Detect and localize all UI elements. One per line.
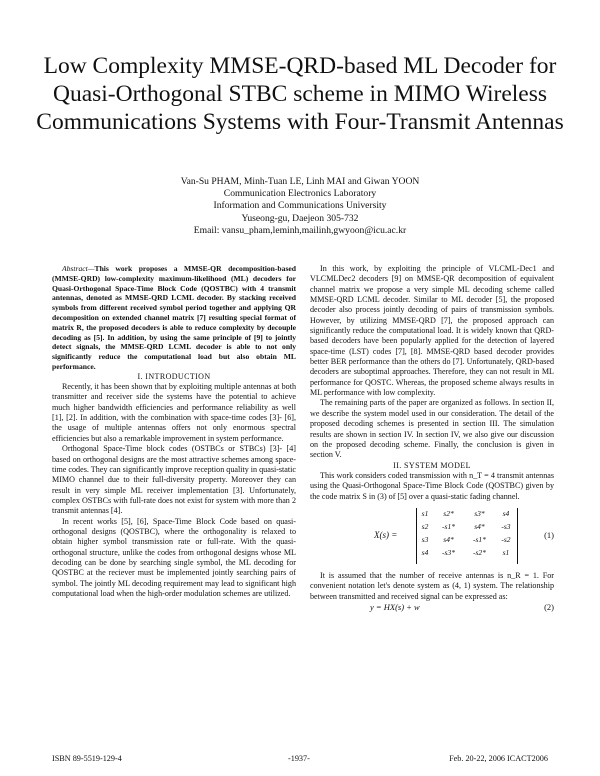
abstract-text: This work proposes a MMSE-QR decomposition-based (MMSE-QRD) low-complexity maximum-likelihood (ML) decoders for Quasi-Orthogonal Space-Time Block Code (QOSTBC) with 4 transmit antennas, denoted as MMSE-QRD LCML decoder. By stacking received symbols from different received symbol period together and applying QR decomposition on extended channel matrix [7] resulting special format of matrix R, the proposed decoders is able to reduce complexity by decouple decoding as [5]. In addition, by using the same principle of [9] to jointly detect signals, the MMSE-QRD LCML decoder is able to not only significantly reduce the computational load but also obtain ML performance. bbox=[52, 264, 296, 371]
affiliation-lab: Communication Electronics Laboratory bbox=[223, 188, 377, 200]
equation-2-number: (2) bbox=[544, 601, 554, 612]
intro-paragraph: Orthogonal Space-Time block codes (OSTBCs or STBCs) [3]- [4] based on orthogonal designs are the most attractive schemes among space-time codes. They can significantly improve reception quality in quasi-static MIMO channel due to their full-diversity property. Moreover they can result in very simple ML receiver implementation [3]. Unfortunately, complex OSTBCs with full-rate does not exist for system with more than 2 transmit antennas [4]. bbox=[52, 444, 296, 516]
matrix-row bbox=[417, 521, 517, 534]
right-column bbox=[310, 264, 554, 616]
matrix-cell: s3* bbox=[474, 509, 485, 519]
equation-2-expression: y = HX(s) + w bbox=[370, 601, 420, 612]
left-column bbox=[52, 264, 296, 599]
matrix-cell: -s1* bbox=[442, 522, 455, 532]
matrix-cell: s2 bbox=[421, 522, 429, 532]
body-paragraph: It is assumed that the number of receive antennas is n_R = 1. For convenient notation let's denote system as (4, 1) system. The relationship between transmitted and received signal can be expressed as: bbox=[310, 570, 554, 601]
code-matrix bbox=[416, 508, 518, 564]
matrix-cell: s4* bbox=[474, 522, 485, 532]
section-heading-system-model: II. SYSTEM MODEL bbox=[393, 460, 471, 470]
footer-page-number: -1937- bbox=[288, 754, 310, 763]
matrix-row bbox=[417, 547, 517, 560]
abstract bbox=[52, 264, 296, 372]
system-paragraph: This work considers coded transmission with n_T = 4 transmit antennas using the Quasi-Orthogonal Space-Time Block Code (QOSTBC) given by the code matrix S in (3) of [5] over a quasi-static fading channel. bbox=[310, 470, 554, 501]
section-heading-introduction: I. INTRODUCTION bbox=[137, 371, 211, 381]
intro-paragraph: Recently, it has been shown that by exploiting multiple antennas at both transmitter and receiver side the systems have the potential to achieve much higher bandwidth efficiencies and performance reliability as well [1], [2]. In addition, with the combination with space-time codes [3]- [6], the usage of multiple antennas offers not only enormous spectral efficiencies but also a remarkable improvement in system performance. bbox=[52, 382, 296, 443]
author-names: Van-Su PHAM, Minh-Tuan LE, Linh MAI and Giwan YOON bbox=[180, 176, 420, 187]
matrix-cell: -s3* bbox=[442, 548, 455, 558]
equation-1-number: (1) bbox=[544, 529, 554, 540]
matrix-cell: -s3 bbox=[501, 522, 511, 532]
footer-conference-date: Feb. 20-22, 2006 ICACT2006 bbox=[449, 754, 548, 763]
equation-2 bbox=[310, 602, 554, 616]
matrix-cell: s3 bbox=[421, 535, 429, 545]
author-email: Email: vansu_pham,leminh,mailinh,gwyoon@icu.ac.kr bbox=[193, 224, 407, 236]
matrix-cell: s4* bbox=[443, 535, 454, 545]
matrix-cell: -s2* bbox=[473, 548, 486, 558]
footer-isbn: ISBN 89-5519-129-4 bbox=[52, 754, 122, 763]
matrix-row bbox=[417, 534, 517, 547]
paper-title: Low Complexity MMSE-QRD-based ML Decoder for Quasi-Orthogonal STBC scheme in MIMO Wireless Communications Systems with Four-Transmit Antennas bbox=[36, 53, 564, 135]
affiliation-address: Yuseong-gu, Daejeon 305-732 bbox=[241, 212, 359, 224]
equation-1 bbox=[310, 506, 554, 568]
matrix-cell: -s2 bbox=[501, 535, 511, 545]
intro-paragraph: In recent works [5], [6], Space-Time Block Code based on quasi-orthogonal designs (QOSTBC), where the orthogonality is relaxed to obtain higher symbol transmission rate or full-rate. With the quasi-orthogonal structure, unlike the codes from orthogonal designs whose ML decoding can be done by searching single symbol, the ML decoding for QOSTBC at the reciever must be implemented jointly searching pairs of symbol. The jointly ML decoding requirement may lead to significant high computational load when the high-order modulation schemes are utilized. bbox=[52, 516, 296, 598]
matrix-cell: s4 bbox=[502, 509, 510, 519]
matrix-cell: s4 bbox=[421, 548, 429, 558]
abstract-label: Abstract— bbox=[62, 264, 95, 273]
equation-1-lhs: X(s) = bbox=[374, 529, 398, 540]
matrix-cell: s1 bbox=[421, 509, 429, 519]
matrix-cell: s2* bbox=[443, 509, 454, 519]
body-paragraph: In this work, by exploiting the principle of VLCML-Dec1 and VLCMLDec2 decoders [9] on MMSE-QR decomposition of equivalent channel matrix we propose a very simple ML decoding scheme called MMSE-QRD LCML decoder. Similar to ML decoder [5], the proposed decoder also process jointly decoding of pairs of transmission symbols. However, by utilizing MMSE-QRD [7], the proposed approach can significantly reduce the computational load. It is widely known that QRD-based decoders have been popularly applied for the detection of layered space-time (LST) codes [7], [8]. MMSE-QRD based decoder provides better BER performance than the others do [7]. Unfortunately, QRD-based decoders are suboptimal approaches. Therefore, they can not result in ML performance for QOSTC. Whereas, the proposed scheme always results in ML performance with low complexity. bbox=[310, 264, 554, 398]
matrix-cell: -s1* bbox=[473, 535, 486, 545]
author-block bbox=[60, 176, 540, 237]
matrix-cell: s1 bbox=[502, 548, 510, 558]
affiliation-university: Information and Communications University bbox=[213, 200, 387, 212]
matrix-row bbox=[417, 508, 517, 521]
body-paragraph: The remaining parts of the paper are organized as follows. In section II, we describe the system model used in our consideration. The detail of the proposed decoding schemes is presented in section III. The simulation results are shown in section IV. In section IV, we also give our discussion on the proposed decoding scheme. Finally, the conclusion is given in section V. bbox=[310, 398, 554, 460]
